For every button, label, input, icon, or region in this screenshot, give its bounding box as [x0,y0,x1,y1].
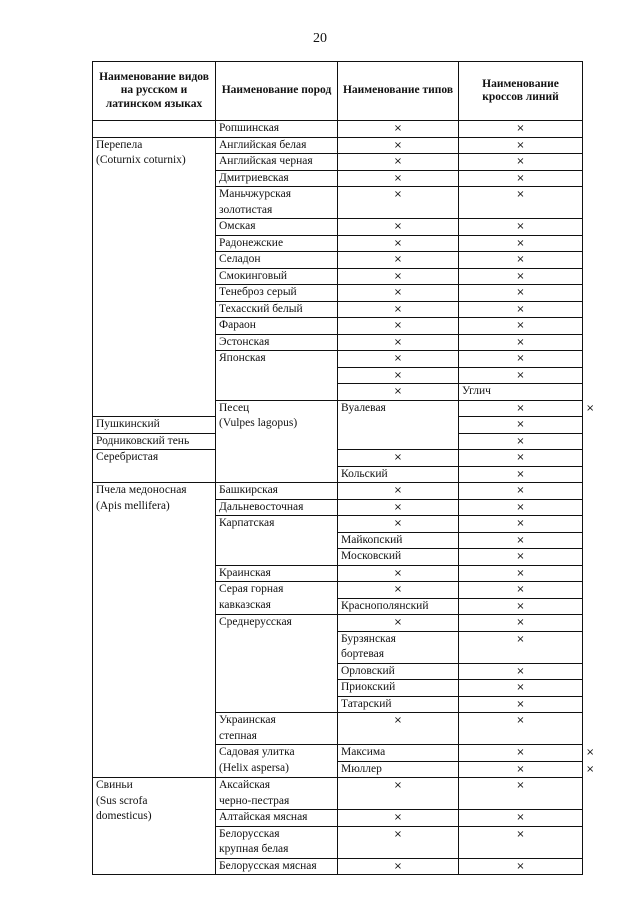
cross-cell [459,466,583,483]
breed-line: кавказская [219,598,271,611]
breed-cell [216,826,338,858]
type-cell [338,631,459,663]
breed-line: золотистая [219,203,273,216]
cross-mark: × [393,156,403,167]
type-cell: Московский [338,549,459,566]
cross-mark: × [393,715,403,726]
cross-cell [459,778,583,810]
breed-cell: Английская черная [216,154,338,171]
breed-cell: Максима [338,745,459,762]
cross-mark: × [516,534,525,546]
species-name-lat: (Coturnix coturnix) [96,154,186,166]
cross-cell [459,252,583,269]
table-row [93,121,583,138]
breed-line: степная [219,729,257,742]
cross-mark: × [393,567,403,579]
cross-mark: × [586,747,595,758]
breed-cell [216,778,338,810]
cross-cell [459,268,583,285]
cross-mark: × [516,419,525,430]
cross-mark: × [393,828,403,840]
type-cell [338,858,459,875]
breed-line: Украинская [219,714,276,726]
header-crosses: Наименование кроссов линий [459,62,583,121]
cross-mark: × [586,402,595,414]
species-name-lat: (Vulpes lagopus) [219,417,298,429]
cross-mark: × [393,353,403,364]
species-fox [216,400,338,483]
type-cell [338,713,459,745]
cross-mark: × [393,617,403,628]
breed-cell: Фараон [216,318,338,335]
table-row [93,137,583,154]
cross-mark: × [516,402,525,414]
type-cell [338,285,459,302]
breed-cell: Радонежские [216,235,338,252]
cross-mark: × [516,270,525,282]
breed-cell: Ропшинская [216,121,338,138]
cross-mark: × [516,435,525,447]
cross-cell [459,334,583,351]
species-name-ru: Перепела [96,138,143,151]
breed-line: Аксайская [219,779,271,791]
breed-cell: Вуалевая [338,400,459,450]
breeds-registry-table [92,61,595,875]
species-name-ru: Пчела медоносная [96,484,187,496]
cross-mark: × [516,369,525,381]
type-cell [338,582,459,599]
species-name-lat: (Apis mellifera) [96,499,170,512]
breed-cell: Английская белая [216,137,338,154]
cross-mark: × [516,485,525,496]
breed-line: Белорусская [219,827,280,840]
cross-mark: × [516,237,525,249]
species-cell [93,121,216,138]
cross-mark: × [516,617,525,628]
cross-cell [459,417,583,434]
type-cell [338,154,459,171]
type-cell [338,516,459,533]
cross-mark: × [393,123,403,134]
breed-cell: Алтайская мясная [216,810,338,827]
species-name-ru: Садовая улитка [219,746,295,758]
cross-mark: × [516,682,525,693]
species-name-lat: (Helix aspersa) [219,761,289,774]
cross-mark: × [516,715,525,726]
type-cell [338,301,459,318]
breed-cell: Смокинговый [216,268,338,285]
breed-cell: Серебристая [93,450,216,483]
breed-cell: Тенеброз серый [216,285,338,302]
cross-cell [459,663,583,680]
cross-mark: × [393,139,403,151]
cross-cell [459,483,583,500]
type-cell [338,367,459,384]
type-cell [338,450,459,467]
type-cell [338,187,459,219]
cross-mark: × [516,518,525,529]
type-cell: Кольский [338,466,459,483]
cross-mark: × [516,320,525,331]
cross-cell [459,499,583,516]
cross-mark: × [516,501,525,513]
cross-mark: × [516,584,525,595]
breed-cell: Селадон [216,252,338,269]
cross-cell [459,826,583,858]
table-row [93,778,583,810]
cross-mark: × [393,320,403,331]
type-cell: Пушкинский [93,417,216,434]
table-row [93,450,583,467]
breed-cell: Краинская [216,565,338,582]
cross-mark: × [516,812,525,823]
cross-cell [459,170,583,187]
cross-cell [459,858,583,875]
type-cell [338,137,459,154]
cross-mark: × [516,353,525,364]
breed-line: черно-пестрая [219,794,290,807]
page-number: 20 [313,31,327,46]
cross-mark: × [516,567,525,579]
cross-mark: × [516,303,525,315]
cross-mark: × [516,452,525,463]
cross-cell [459,219,583,236]
cross-mark: × [393,386,403,397]
cross-cell [459,367,583,384]
cross-mark: × [393,189,403,200]
cross-mark: × [393,584,403,595]
cross-mark: × [393,369,403,381]
species-bee [93,483,216,778]
cross-cell [459,187,583,219]
cross-cell [459,121,583,138]
cross-cell [459,235,583,252]
type-cell [338,252,459,269]
cross-cell [459,615,583,632]
header-species: Наименование видов на русском и латинском языках [93,62,216,121]
type-cell [338,499,459,516]
cross-mark: × [516,763,525,775]
cross-cell [459,680,583,697]
breed-line: Серая горная [219,583,284,595]
type-cell: Родниковский тень [93,433,216,450]
cross-mark: × [516,156,525,167]
cross-cell [459,631,583,663]
cross-cell [459,598,583,615]
breed-line: Маньчжурская [219,188,291,200]
cross-cell [459,532,583,549]
cross-mark: × [516,336,525,348]
cross-mark: × [516,221,525,232]
cross-mark: × [516,123,525,134]
breed-cell: Эстонская [216,334,338,351]
breed-cell: Японская [216,351,338,401]
cross-mark: × [586,763,595,775]
type-cell [338,565,459,582]
cross-mark: × [393,860,403,872]
cross-cell [459,137,583,154]
species-name-ru: Свиньи [96,779,133,791]
cross-cell [459,433,583,450]
type-cell [459,400,583,417]
type-cell [338,219,459,236]
breed-cell: Карпатская [216,516,338,566]
type-cell [338,778,459,810]
cross-mark: × [516,468,525,480]
cross-mark: × [516,172,525,184]
breed-cell: Мюллер [338,761,459,778]
cross-mark: × [393,270,403,282]
type-cell: Майкопский [338,532,459,549]
cross-mark: × [393,303,403,315]
cross-cell [459,450,583,467]
breed-cell [216,187,338,219]
cross-cell [459,713,583,745]
cross-cell [459,582,583,599]
species-name-ru: Песец [219,401,250,414]
cross-mark: × [516,551,525,562]
species-name-lat: (Sus scrofa [96,794,148,807]
type-cell [459,745,583,762]
breed-cell: Дмитриевская [216,170,338,187]
cross-cell [459,285,583,302]
type-cell [338,121,459,138]
header-types: Наименование типов [338,62,459,121]
type-cell [338,334,459,351]
type-cell: Татарский [338,696,459,713]
breed-cell: Техасский белый [216,301,338,318]
type-cell [338,235,459,252]
cross-cell [459,549,583,566]
type-cell [338,268,459,285]
cross-mark: × [393,237,403,249]
table-row [93,483,583,500]
cross-mark: × [516,287,525,298]
cross-cell [459,351,583,368]
header-breeds: Наименование пород [216,62,338,121]
breed-cell: Среднерусская [216,615,338,713]
cross-cell [459,318,583,335]
species-pig [93,778,216,875]
cross-mark: × [516,139,525,151]
cross-cell: Углич [459,384,583,401]
cross-mark: × [516,780,525,791]
type-line: Бурзянская [341,632,396,645]
breed-cell [216,582,338,615]
cross-cell [459,516,583,533]
species-name-lat: domesticus) [96,810,152,822]
cross-mark: × [516,600,525,612]
breed-cell: Белорусская мясная [216,858,338,875]
species-quail [93,137,216,417]
cross-mark: × [393,172,403,184]
cross-mark: × [393,254,403,265]
type-cell: Приокский [338,680,459,697]
type-cell [338,615,459,632]
cross-cell [459,810,583,827]
cross-mark: × [516,747,525,758]
cross-mark: × [516,189,525,200]
type-cell [338,384,459,401]
cross-cell [459,154,583,171]
cross-cell [459,565,583,582]
cross-mark: × [393,287,403,298]
type-cell [338,810,459,827]
breed-line: крупная белая [219,843,289,855]
cross-cell [459,301,583,318]
cross-mark: × [393,780,403,791]
type-cell [338,170,459,187]
cross-mark: × [516,254,525,265]
breed-cell: Дальневосточная [216,499,338,516]
type-cell [459,761,583,778]
cross-mark: × [393,452,403,463]
breed-cell: Башкирская [216,483,338,500]
cross-mark: × [393,221,403,232]
type-cell [338,351,459,368]
cross-mark: × [393,518,403,529]
cross-mark: × [516,698,525,710]
cross-mark: × [393,501,403,513]
type-cell [338,318,459,335]
cross-mark: × [516,665,525,677]
type-cell: Краснополянский [338,598,459,615]
type-line: бортевая [341,648,385,660]
cross-cell [459,696,583,713]
type-cell [338,826,459,858]
cross-mark: × [393,812,403,823]
cross-mark: × [516,633,525,645]
type-cell: Орловский [338,663,459,680]
cross-mark: × [516,828,525,840]
cross-mark: × [393,336,403,348]
table-header-row [93,62,583,121]
breed-cell: Омская [216,219,338,236]
cross-mark: × [393,485,403,496]
breed-cell [216,713,338,745]
cross-mark: × [516,860,525,872]
species-snail [216,745,338,778]
type-cell [338,483,459,500]
